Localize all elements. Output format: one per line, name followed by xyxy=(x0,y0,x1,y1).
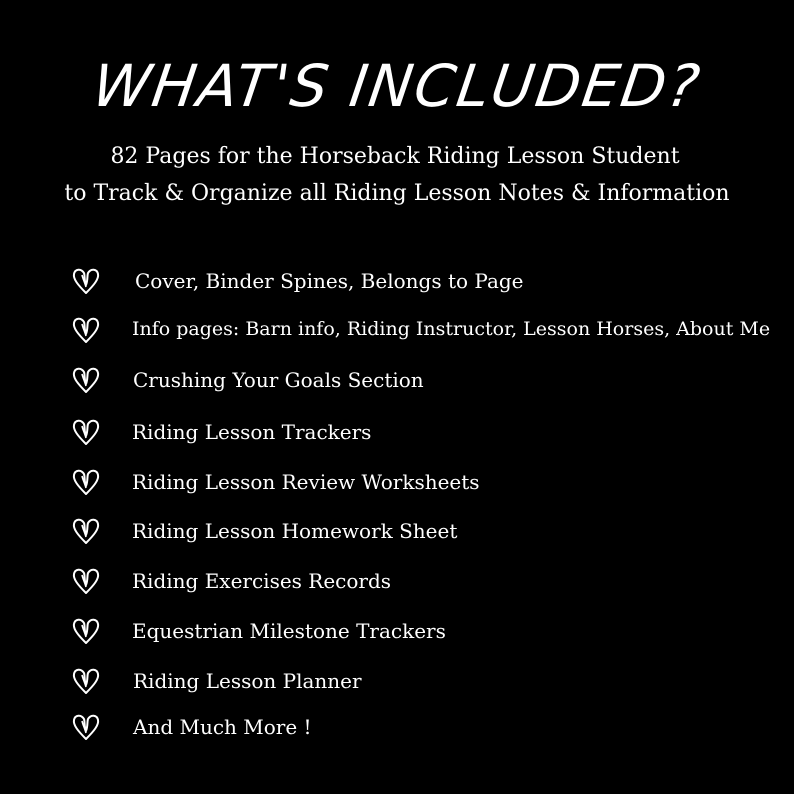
subtitle-line-1: 82 Pages for the Horseback Riding Lesson Student xyxy=(110,144,680,169)
list-item xyxy=(0,263,794,303)
list-item-label: Riding Exercises Records xyxy=(132,569,392,593)
list-item xyxy=(0,362,794,402)
list-item xyxy=(0,513,794,553)
list-item-label: Riding Lesson Homework Sheet xyxy=(132,519,458,543)
heart-icon xyxy=(70,265,102,297)
list-item xyxy=(0,464,794,504)
heart-icon xyxy=(70,565,102,597)
list-item-label: Equestrian Milestone Trackers xyxy=(132,619,446,643)
heart-icon xyxy=(70,515,102,547)
list-item xyxy=(0,414,794,454)
list-item-label: Info pages: Barn info, Riding Instructor, Lesson Horses, About Me xyxy=(132,318,771,340)
heart-icon xyxy=(70,466,102,498)
heart-icon xyxy=(70,711,102,743)
list-item-label: Cover, Binder Spines, Belongs to Page xyxy=(135,269,524,293)
list-item-label: Riding Lesson Review Worksheets xyxy=(132,470,480,494)
list-item-label: Riding Lesson Planner xyxy=(133,669,362,693)
heart-icon xyxy=(70,416,102,448)
list-item-label: Crushing Your Goals Section xyxy=(133,368,424,392)
list-item-label: Riding Lesson Trackers xyxy=(132,420,372,444)
list-item xyxy=(0,663,794,703)
page-title: WHAT'S INCLUDED? xyxy=(88,52,706,120)
list-item xyxy=(0,613,794,653)
subtitle-line-2: to Track & Organize all Riding Lesson Notes & Information xyxy=(64,181,730,206)
list-item xyxy=(0,709,794,749)
heart-icon xyxy=(70,615,102,647)
heart-icon xyxy=(70,314,102,346)
list-item-label: And Much More ! xyxy=(133,715,312,739)
list-item xyxy=(0,563,794,603)
heart-icon xyxy=(70,665,102,697)
list-item xyxy=(0,312,794,352)
heart-icon xyxy=(70,364,102,396)
